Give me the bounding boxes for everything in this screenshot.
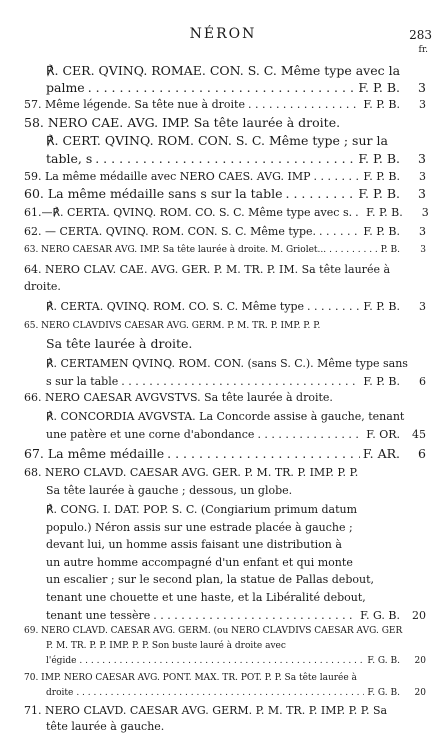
coin-entry (24, 671, 426, 701)
entry-line: 64. NERO CLAV. CAE. AVG. GER. P. M. TR. P. IM. Sa tête laurée à (24, 263, 391, 276)
page-number: 283 (409, 28, 432, 42)
entry-line: P. M. TR. P. P. IMP. P. P. Son buste lauré à droite avec (46, 641, 286, 651)
entry-value: 6 (418, 446, 426, 461)
coin-entry (24, 390, 426, 406)
entry-line: Sa tête laurée à droite. (46, 336, 193, 351)
entry-reference: F. P. B. (363, 225, 400, 238)
entry-reference: F. P. B. (358, 151, 400, 166)
currency-unit: fr. (418, 45, 428, 55)
entry-reference: F. G. B. (367, 656, 400, 666)
entry-value: 3 (418, 186, 426, 201)
entry-reference: F. AR. (362, 446, 400, 461)
entry-line: ℟. CONCORDIA AVGVSTA. La Concorde assise à gauche, tenant (46, 410, 405, 423)
entry-value: 3 (418, 151, 426, 166)
entry-line: devant lui, un homme assis faisant une distribution à (46, 538, 342, 552)
entry-line: 62. — CERTA. QVINQ. ROM. CON. S. C. Même type. (24, 225, 317, 238)
coin-entry (24, 261, 426, 295)
coin-entry (24, 355, 426, 391)
entry-line: 57. Même légende. Sa tête nue à droite (24, 98, 245, 111)
entry-reference: F. P. B. (358, 186, 400, 201)
entry-line: 58. NERO CAE. AVG. IMP. Sa tête laurée à droite. (24, 115, 341, 130)
entry-reference: F. P. B. (366, 206, 403, 219)
coin-entry (24, 624, 426, 669)
running-title: NÉRON (189, 26, 257, 42)
coin-entry (24, 97, 426, 112)
entry-line: s sur la table (46, 375, 119, 388)
coin-entry (24, 169, 426, 184)
coin-entry (24, 224, 426, 239)
entry-line: 71. NERO CLAVD. CAESAR AVG. GERM. P. M. TR. P. IMP. P. P. Sa (24, 704, 388, 717)
entry-line: ℟. CER. QVINQ. ROMAE. CON. S. C. Même type avec la (46, 63, 401, 78)
coin-entry (24, 243, 426, 257)
entry-value: 20 (414, 688, 426, 698)
entry-value: 3 (419, 98, 426, 111)
coin-entry (24, 298, 426, 315)
entry-value: 45 (412, 428, 426, 441)
entry-line: ℟. CONG. I. DAT. POP. S. C. (Congiarium primum datum (46, 503, 358, 516)
entry-value: 20 (414, 656, 426, 666)
entry-reference: P. B. (380, 245, 400, 255)
entry-line: un autre homme accompagné d'un enfant et qui monte (46, 555, 353, 569)
entry-line: Sa tête laurée à gauche ; dessous, un globe. (46, 484, 293, 497)
entry-value: 6 (419, 375, 426, 388)
entry-line: 63. NERO CAESAR AVG. IMP. Sa tête laurée à droite. M. Griolet... (24, 245, 327, 255)
entry-line: table, s (46, 151, 93, 166)
entry-line: 69. NERO CLAVD. CAESAR AVG. GERM. (ou NERO CLAVDIVS CAESAR AVG. GER (24, 626, 403, 636)
coin-entry (24, 114, 426, 131)
coin-entry (24, 501, 426, 624)
entry-line: 68. NERO CLAVD. CAESAR AVG. GER. P. M. TR. P. IMP. P. P. (24, 466, 359, 479)
entry-line: 61.—℟. CERTA. QVINQ. ROM. CO. S. C. Même type avec s. (24, 206, 353, 219)
coin-entry (24, 318, 426, 352)
coin-entry (24, 185, 426, 202)
entry-line: droite. (24, 280, 61, 293)
entry-line: l'égide (46, 656, 77, 666)
entry-line: 67. La même médaille (24, 446, 165, 461)
entry-line: tenant une tessère (46, 608, 151, 622)
entry-value: 3 (419, 225, 426, 238)
entry-reference: F. P. B. (358, 80, 400, 95)
entry-line: tête laurée à gauche. (46, 720, 165, 733)
entry-reference: F. P. B. (363, 375, 400, 388)
entry-value: 3 (419, 300, 426, 313)
entry-line: 65. NERO CLAVDIVS CAESAR AVG. GERM. P. M. TR. P. IMP. P. P. (24, 321, 321, 331)
entry-line: droite (46, 688, 74, 698)
entry-reference: F. G. B. (367, 688, 400, 698)
entry-line: populo.) Néron assis sur une estrade placée à gauche ; (46, 520, 353, 534)
entry-value: 20 (412, 608, 426, 622)
entry-value: 3 (418, 80, 426, 95)
coin-entry (24, 703, 426, 735)
coin-entry (24, 62, 426, 96)
entry-value: 3 (421, 206, 429, 219)
entry-line: 70. IMP. NERO CAESAR AVG. PONT. MAX. TR. POT. P. P. Sa tête laurée à (24, 673, 357, 683)
coin-entry (24, 408, 426, 444)
entry-line: 59. La même médaille avec NERO CAES. AVG. IMP (24, 170, 311, 183)
entry-reference: F. G. B. (360, 608, 400, 622)
coin-entry (24, 205, 429, 220)
entry-line: une patère et une corne d'abondance (46, 428, 255, 441)
coin-entry (24, 132, 426, 168)
entry-reference: F. P. B. (363, 170, 400, 183)
entry-value: 3 (420, 245, 426, 255)
entry-line: ℟. CERTAMEN QVINQ. ROM. CON. (sans S. C.). Même type sans (46, 357, 408, 370)
entry-reference: F. P. B. (363, 98, 400, 111)
entry-reference: F. P. B. (363, 300, 400, 313)
entry-reference: F. OR. (366, 428, 400, 441)
entry-line: palme (46, 80, 85, 95)
entry-line: tenant une chouette et une haste, et la Libéralité debout, (46, 590, 366, 604)
coin-entry (24, 464, 426, 500)
entry-line: 66. NERO CAESAR AVGVSTVS. Sa tête laurée à droite. (24, 391, 333, 404)
coin-entry (24, 445, 426, 462)
entry-line: 60. La même médaille sans s sur la table (24, 186, 283, 201)
entry-line: ℟. CERT. QVINQ. ROM. CON. S. C. Même type ; sur la (46, 133, 388, 148)
entry-line: ℟. CERTA. QVINQ. ROM. CO. S. C. Même type (46, 300, 305, 313)
entry-line: un escalier ; sur le second plan, la statue de Pallas debout, (46, 573, 374, 587)
entry-value: 3 (419, 170, 426, 183)
